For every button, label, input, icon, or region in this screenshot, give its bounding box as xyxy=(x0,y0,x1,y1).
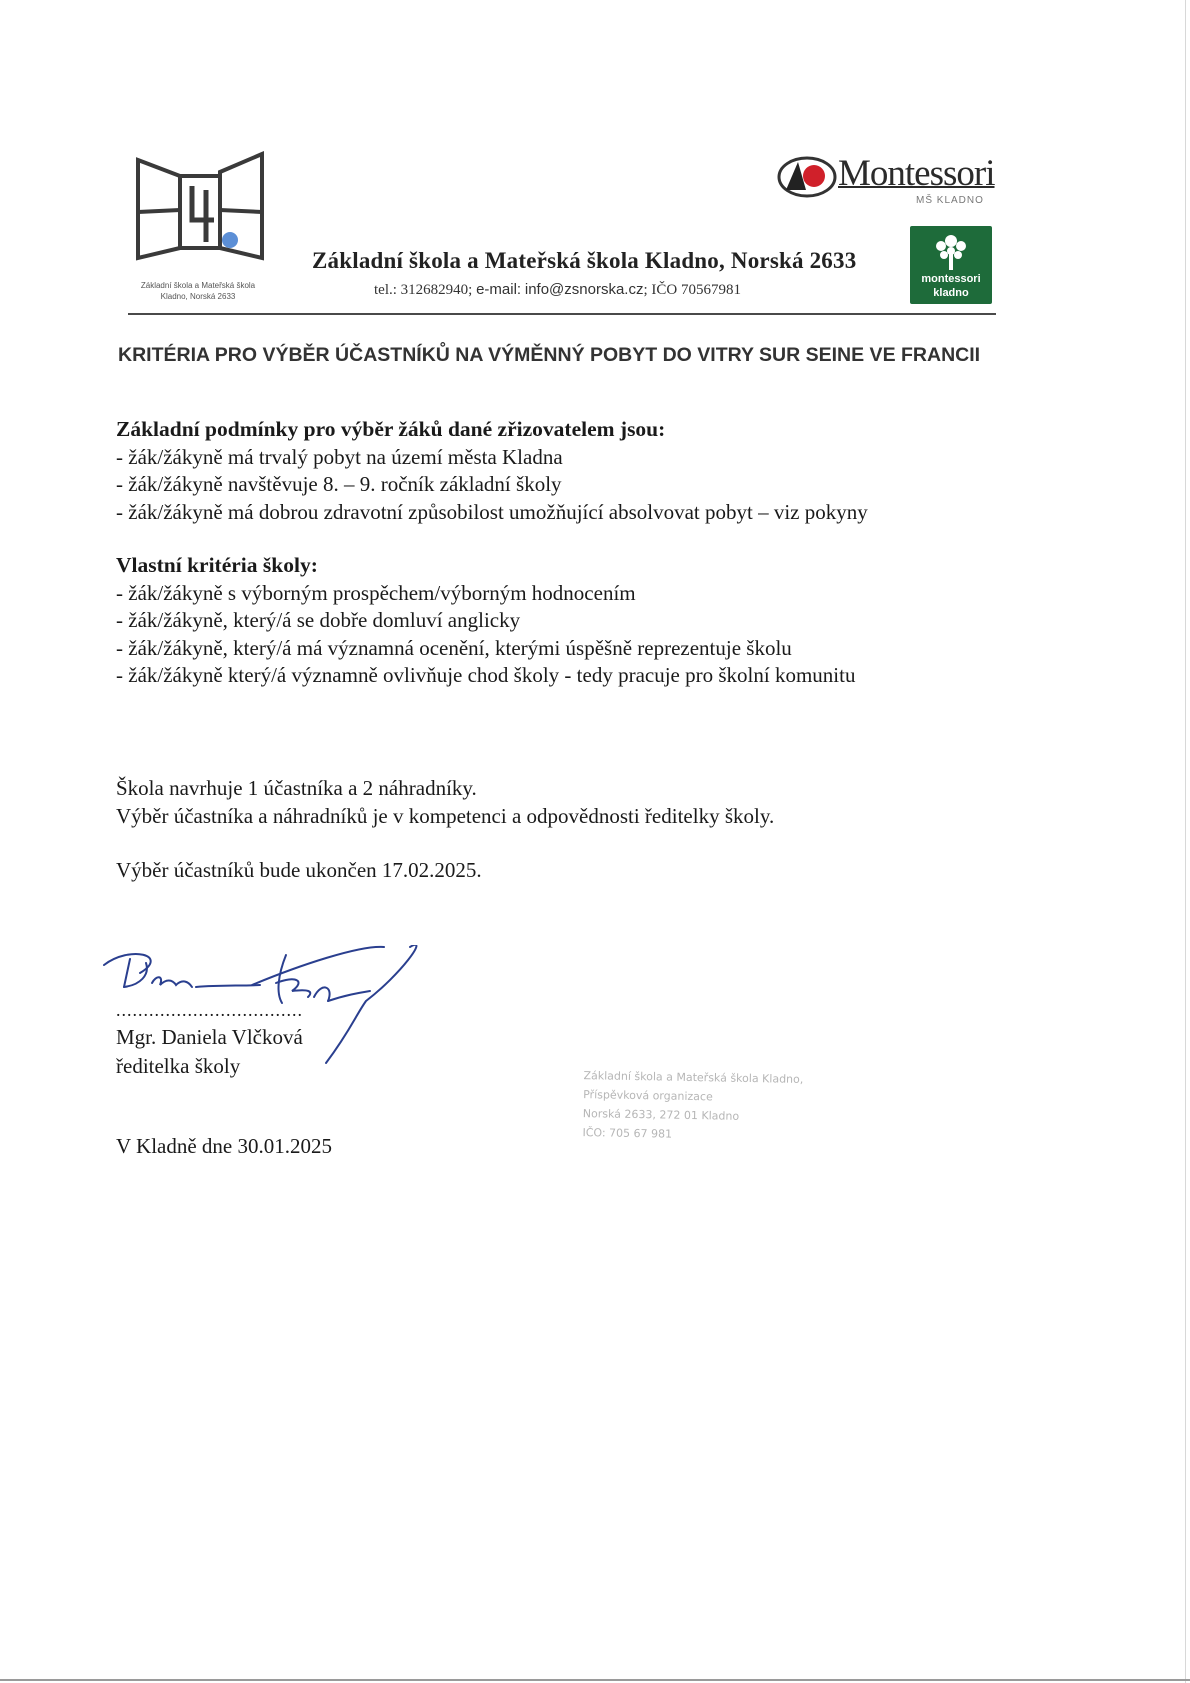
page-edge-line xyxy=(1185,0,1186,1683)
list-item: - žák/žákyně, který/á se dobře domluví anglicky xyxy=(116,608,521,632)
contact-line xyxy=(374,281,741,299)
ico-number: 70567981 xyxy=(680,282,741,298)
tel-number: 312682940; xyxy=(400,282,473,298)
school-criteria-section xyxy=(116,552,855,690)
school-criteria-heading: Vlastní kritéria školy: xyxy=(116,553,318,577)
ico-label: IČO xyxy=(651,282,678,298)
proposal-line: Škola navrhuje 1 účastníka a 2 náhradníky. xyxy=(116,776,477,800)
school-logo xyxy=(118,150,278,310)
stamp-line: Příspěvková organizace xyxy=(583,1088,713,1104)
list-item: - žák/žákyně který/á významně ovlivňuje chod školy - tedy pracuje pro školní komunitu xyxy=(116,663,856,687)
deadline-line: Výběr účastníků bude ukončen 17.02.2025. xyxy=(116,858,482,882)
list-item: - žák/žákyně má dobrou zdravotní způsobilost umožňující absolvovat pobyt – viz pokyny xyxy=(116,499,868,524)
montessori-wordmark: Montessori xyxy=(838,153,995,194)
badge-line: montessori xyxy=(921,273,981,285)
school-logo-caption xyxy=(118,280,278,302)
contact-separator: ; xyxy=(643,282,648,298)
list-item: - žák/žákyně, který/á má významná ocenění, kterými úspěšně reprezentuje školu xyxy=(116,635,792,660)
list-item: - žák/žákyně má trvalý pobyt na území města Kladna xyxy=(116,444,563,469)
list-item: - žák/žákyně s výborným prospěchem/výborným hodnocením xyxy=(116,580,636,605)
tel-label: tel.: xyxy=(374,282,397,298)
document-title: KRITÉRIA PRO VÝBĚR ÚČASTNÍKŮ NA VÝMĚNNÝ POBYT DO VITRY SUR SEINE VE FRANCII xyxy=(118,344,981,366)
basic-conditions-section xyxy=(116,416,868,526)
stamp-line: Základní škola a Mateřská škola Kladno, xyxy=(583,1069,804,1086)
badge-line: kladno xyxy=(933,287,969,299)
tree-icon xyxy=(930,232,972,272)
basic-conditions-heading: Základní podmínky pro výběr žáků dané zřizovatelem jsou: xyxy=(116,417,666,441)
school-window-logo-icon xyxy=(130,150,270,262)
logo-caption-line: Základní škola a Mateřská škola xyxy=(140,281,256,290)
email-link[interactable]: info@zsnorska.cz xyxy=(524,281,644,298)
montessori-emblem-icon xyxy=(776,154,838,200)
signatory-role: ředitelka školy xyxy=(116,1054,241,1078)
school-name: Základní škola a Mateřská škola Kladno, Norská 2633 xyxy=(312,248,857,273)
montessori-logo xyxy=(776,152,996,212)
signature-line: .................................. xyxy=(116,1000,303,1020)
stamp-line: Norská 2633, 272 01 Kladno xyxy=(582,1107,740,1123)
logo-caption-line: Kladno, Norská 2633 xyxy=(160,292,236,301)
stamp-line: IČO: 705 67 981 xyxy=(582,1126,673,1141)
competence-line: Výběr účastníka a náhradníků je v kompetenci a odpovědnosti ředitelky školy. xyxy=(116,804,775,828)
school-stamp xyxy=(582,1066,803,1146)
email-label: e-mail: xyxy=(476,281,522,298)
signatory-name: Mgr. Daniela Vlčková xyxy=(116,1025,303,1049)
place-date: V Kladně dne 30.01.2025 xyxy=(116,1134,332,1158)
list-item: - žák/žákyně navštěvuje 8. – 9. ročník základní školy xyxy=(116,472,562,496)
montessori-kladno-badge xyxy=(910,226,992,304)
page-bottom-edge xyxy=(0,1679,1190,1681)
header-divider xyxy=(128,313,996,315)
montessori-subtitle: MŠ KLADNO xyxy=(916,195,984,206)
